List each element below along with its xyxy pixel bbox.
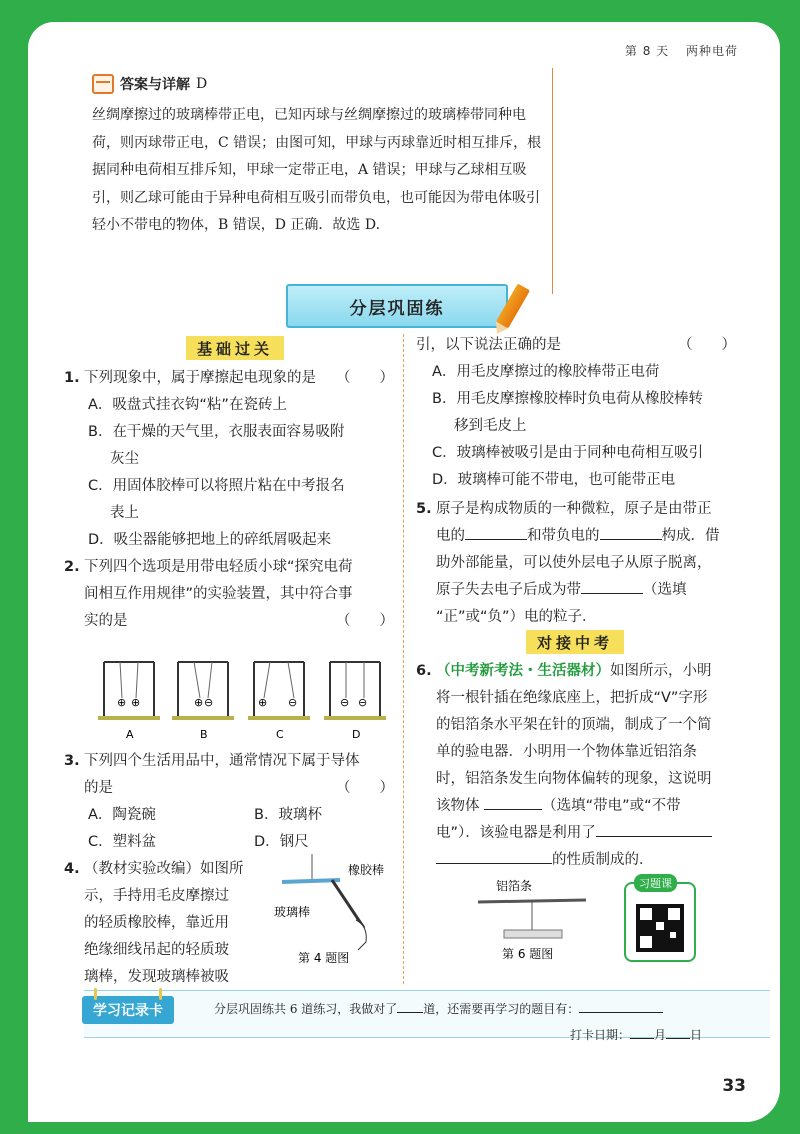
q5-line2b: 和带负电的 xyxy=(527,528,600,544)
date-day-input[interactable] xyxy=(666,1028,690,1039)
q1-option-d[interactable]: D．吸尘器能够把地上的碎纸屑吸起来 xyxy=(88,532,332,548)
q3-options xyxy=(88,802,398,856)
q6-line1: 如图所示，小明 xyxy=(610,663,712,679)
date-day-label: 日 xyxy=(690,1028,703,1042)
q6-line6b: （选填“带电”或“不带 xyxy=(542,798,681,814)
q2-charge-a2: ⊕ xyxy=(131,696,141,709)
q5-number: 5. xyxy=(416,501,432,517)
q5-blank-1[interactable] xyxy=(465,525,527,540)
q2-label-c: C xyxy=(276,728,284,741)
q3-line2: 的是 xyxy=(84,780,113,796)
q4-label-rubber: 橡胶棒 xyxy=(348,863,385,877)
question-6 xyxy=(416,658,752,874)
q3-option-a[interactable]: A．陶瓷碗 xyxy=(88,807,156,823)
section-basic: 基础过关 xyxy=(186,336,284,360)
q5-line1: 原子是构成物质的一种微粒，原子是由带正 xyxy=(436,501,712,517)
qr-label: 习题课 xyxy=(634,874,677,892)
q5-blank-2[interactable] xyxy=(600,525,662,540)
q2-figure xyxy=(94,658,394,746)
q5-line2a: 电的 xyxy=(436,528,465,544)
calendar-icon xyxy=(92,74,114,94)
record-text xyxy=(214,1000,663,1017)
q4-line2: 示，手持用毛皮摩擦过 xyxy=(84,888,229,904)
section-banner: 分层巩固练 xyxy=(286,284,508,328)
q3-number: 3. xyxy=(64,753,80,769)
q1-paren: （ ） xyxy=(336,370,394,386)
q4-label-glass: 玻璃棒 xyxy=(274,905,311,919)
q2-label-d: D xyxy=(352,728,361,741)
q6-figure xyxy=(468,878,598,964)
question-4 xyxy=(64,856,284,991)
q4-option-c[interactable]: C．玻璃棒被吸引是由于同种电荷相互吸引 xyxy=(432,445,704,461)
question-2 xyxy=(64,554,394,635)
q3-paren: （ ） xyxy=(336,780,394,796)
q2-charge-b1: ⊕ xyxy=(194,696,204,709)
q1-options xyxy=(88,392,398,554)
question-5 xyxy=(416,496,746,631)
question-3 xyxy=(64,748,394,802)
q3-option-b[interactable]: B．玻璃杯 xyxy=(254,807,322,823)
q6-caption: 第 6 题图 xyxy=(502,947,554,961)
q6-number: 6. xyxy=(416,663,432,679)
q4-figure xyxy=(272,850,398,970)
q2-charge-c2: ⊖ xyxy=(288,696,298,709)
qr-code[interactable] xyxy=(624,882,696,962)
q2-charge-d1: ⊖ xyxy=(340,696,350,709)
q6-blank-1[interactable] xyxy=(484,795,542,810)
q2-label-a: A xyxy=(126,728,134,741)
answer-letter: D xyxy=(196,76,208,92)
q6-line4: 单的验电器．小明用一个物体靠近铝箔条 xyxy=(436,744,697,760)
q1-stem: 下列现象中，属于摩擦起电现象的是 xyxy=(84,370,316,386)
record-card-tag: 学习记录卡 xyxy=(82,996,174,1024)
answer-title-text: 答案与详解 xyxy=(120,77,190,93)
q2-line3: 实的是 xyxy=(84,613,128,629)
q6-label-foil: 铝箔条 xyxy=(496,879,533,893)
record-blank-review[interactable] xyxy=(579,1002,663,1013)
q4-line3: 的轻质橡胶棒，靠近用 xyxy=(84,915,229,931)
q5-line4b: （选填 xyxy=(643,582,687,598)
answer-explanation: 丝绸摩擦过的玻璃棒带正电，已知丙球与丝绸摩擦过的玻璃棒带同种电荷，则丙球带正电，C 错误；由图可知，甲球与丙球靠近时相互排斥，根据同种电荷相互排斥知，甲球一定带正电，A 错误；甲球与乙球相互吸引，则乙球可能由于异种电荷相互吸引而带负电，也可能因为带电体吸引轻小不带电的物体，B 错误，D 正确．故选 D. xyxy=(92,107,542,233)
checkin-date xyxy=(570,1026,702,1043)
column-divider xyxy=(403,334,404,984)
q6-line3: 的铝箔条水平架在针的顶端，制成了一个简 xyxy=(436,717,712,733)
q4-option-d[interactable]: D．玻璃棒可能不带电，也可能带正电 xyxy=(432,472,676,488)
q6-line2: 将一根针插在绝缘底座上，把折成“V”字形 xyxy=(436,690,708,706)
q6-blank-3[interactable] xyxy=(436,849,552,864)
q2-label-b: B xyxy=(200,728,208,741)
q1-option-b-cont: 灰尘 xyxy=(110,451,139,467)
q6-tag: （中考新考法・生活器材） xyxy=(436,663,610,679)
record-text-2: 道，还需要再学习的题目有： xyxy=(423,1002,580,1016)
q1-option-a[interactable]: A．吸盘式挂衣钩“粘”在瓷砖上 xyxy=(88,397,287,413)
answer-title xyxy=(92,74,207,94)
q4-line1: （教材实验改编）如图所 xyxy=(84,861,244,877)
q2-charge-a1: ⊕ xyxy=(117,696,127,709)
q2-number: 2. xyxy=(64,559,80,575)
q2-line1: 下列四个选项是用带电轻质小球“探究电荷 xyxy=(84,559,353,575)
q2-line2: 间相互作用规律”的实验装置，其中符合事 xyxy=(84,586,353,602)
q5-line5: “正”或“负”）电的粒子． xyxy=(436,609,597,625)
header-day: 第 8 天 xyxy=(624,44,670,58)
q4-line6: 引，以下说法正确的是 xyxy=(416,337,561,353)
q2-charge-c1: ⊕ xyxy=(258,696,268,709)
q1-number: 1. xyxy=(64,370,80,386)
date-month-label: 月 xyxy=(654,1028,667,1042)
q4-line4: 绝缘细线吊起的轻质玻 xyxy=(84,942,229,958)
q6-blank-2[interactable] xyxy=(596,822,712,837)
q2-paren: （ ） xyxy=(336,613,394,629)
q6-line8: 的性质制成的． xyxy=(552,852,654,868)
q4-option-b-cont: 移到毛皮上 xyxy=(454,418,527,434)
q4-option-b[interactable]: B．用毛皮摩擦橡胶棒时负电荷从橡胶棒转 xyxy=(432,391,703,407)
header-topic: 两种电荷 xyxy=(685,44,738,58)
page-number: 33 xyxy=(722,1076,746,1096)
page xyxy=(28,22,780,1122)
question-1 xyxy=(64,365,394,392)
q4-line5: 璃棒，发现玻璃棒被吸 xyxy=(84,969,229,985)
q3-option-d[interactable]: D．钢尺 xyxy=(254,834,309,850)
q4-continued xyxy=(416,332,736,359)
q5-line4a: 原子失去电子后成为带 xyxy=(436,582,581,598)
q1-option-c-cont: 表上 xyxy=(110,505,139,521)
section-exam: 对接中考 xyxy=(526,630,624,654)
page-header xyxy=(613,42,738,59)
q1-option-b[interactable]: B．在干燥的天气里，衣服表面容易吸附 xyxy=(88,424,345,440)
q6-line7a: 电”）．该验电器是利用了 xyxy=(436,825,596,841)
record-text-1: 分层巩固练共 6 道练习，我做对了 xyxy=(214,1002,398,1016)
q4-options xyxy=(432,359,742,494)
q4-caption: 第 4 题图 xyxy=(298,951,350,965)
q5-blank-3[interactable] xyxy=(581,579,643,594)
date-month-input[interactable] xyxy=(630,1028,654,1039)
q5-line3: 助外部能量，可以使外层电子从原子脱离， xyxy=(436,555,712,571)
q1-option-c[interactable]: C．用固体胶棒可以将照片粘在中考报名 xyxy=(88,478,345,494)
q2-charge-d2: ⊖ xyxy=(358,696,368,709)
q6-line6a: 该物体 xyxy=(436,798,480,814)
q2-charge-b2: ⊖ xyxy=(204,696,214,709)
q5-line2c: 构成．借 xyxy=(661,528,720,544)
q3-line1: 下列四个生活用品中，通常情况下属于导体 xyxy=(84,753,360,769)
q3-option-c[interactable]: C．塑料盆 xyxy=(88,834,157,850)
record-blank-correct[interactable] xyxy=(397,1002,423,1013)
qr-code-icon xyxy=(626,884,694,960)
q6-line5: 时，铝箔条发生向物体偏转的现象，这说明 xyxy=(436,771,712,787)
q4-paren: （ ） xyxy=(678,337,736,353)
date-label: 打卡日期： xyxy=(570,1028,631,1042)
q4-number: 4. xyxy=(64,861,80,877)
q4-option-a[interactable]: A．用毛皮摩擦过的橡胶棒带正电荷 xyxy=(432,364,660,380)
